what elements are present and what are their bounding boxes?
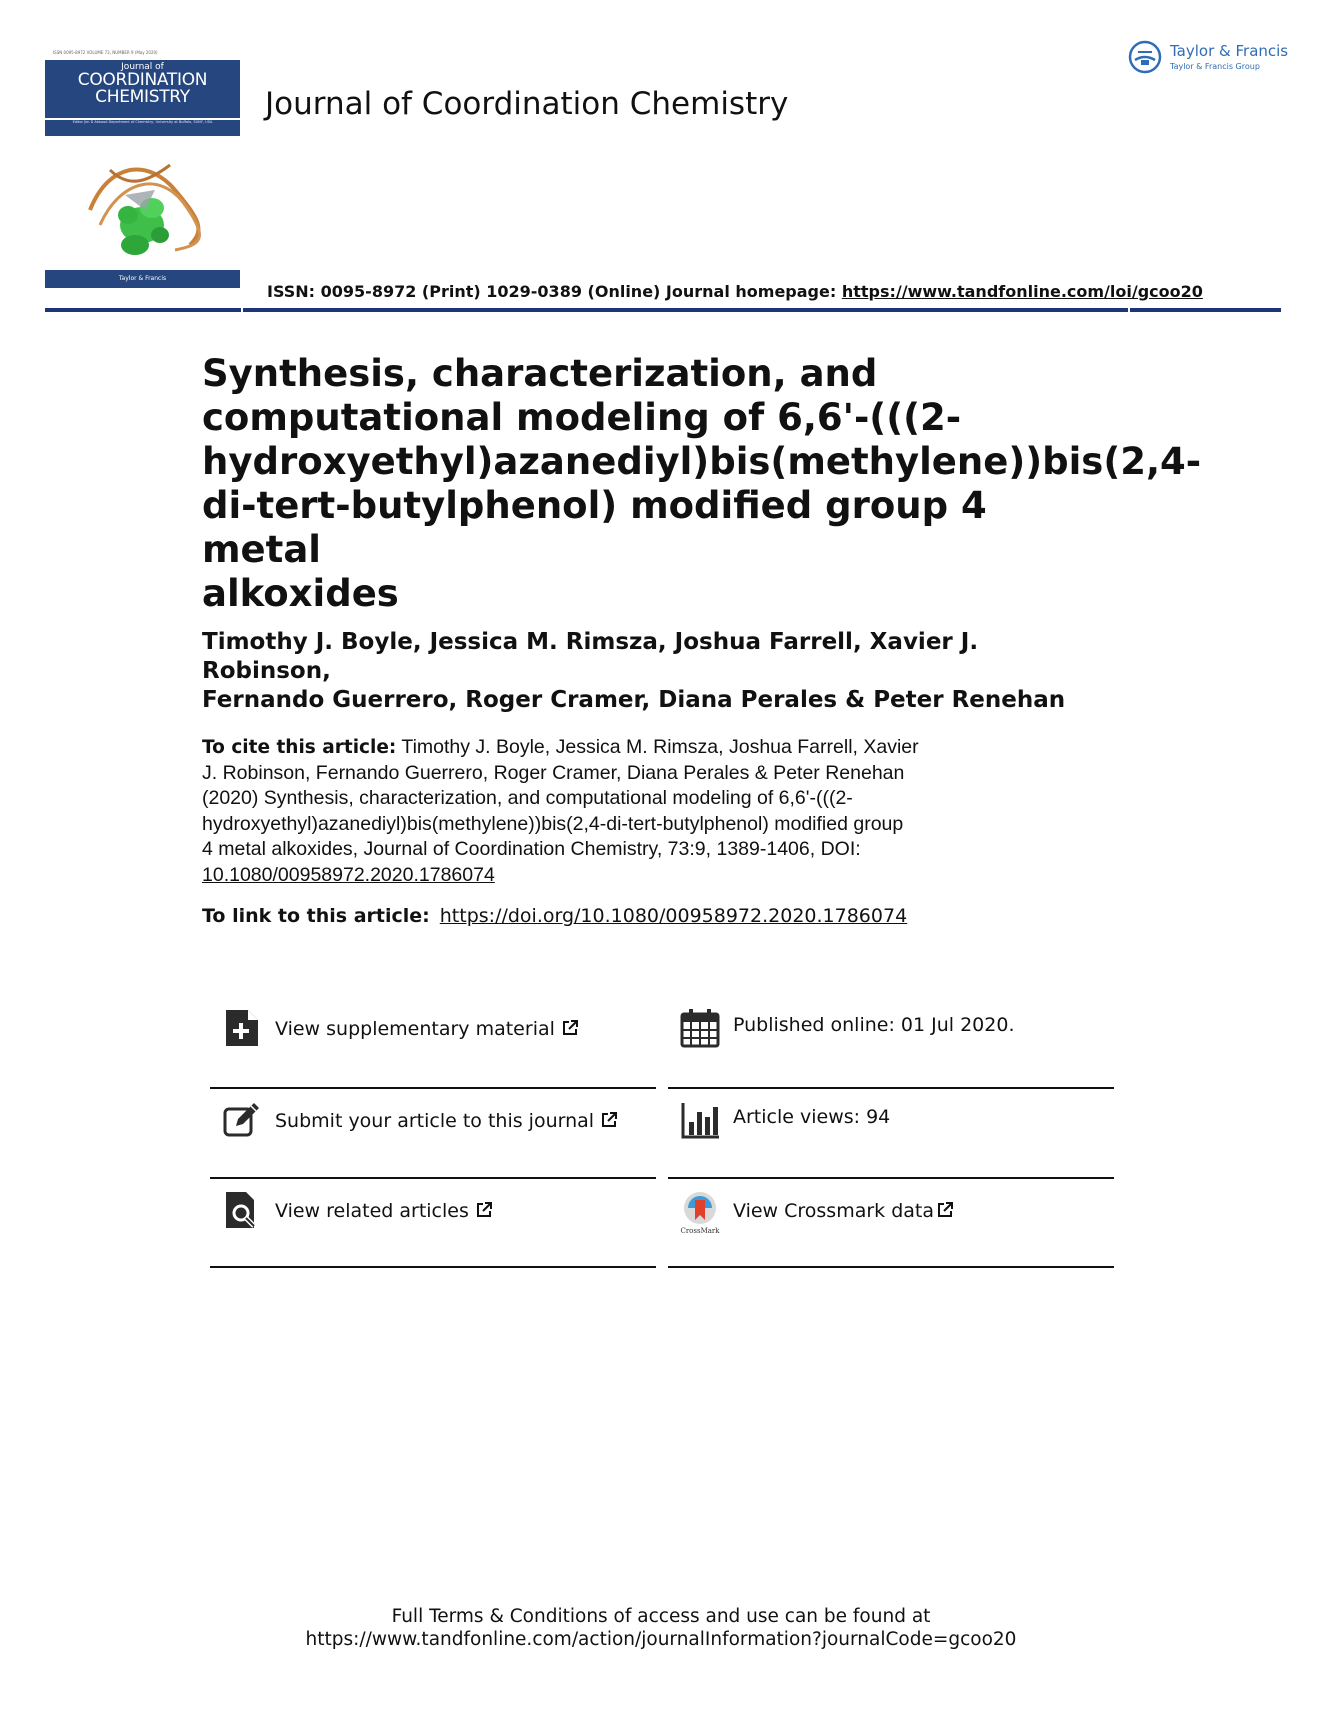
article-title (202, 352, 1202, 616)
logo-group: Taylor & Francis Group (1170, 62, 1260, 71)
header-divider-gap (1128, 306, 1130, 312)
journal-title: Journal of Coordination Chemistry (265, 86, 789, 122)
citation-line: hydroxyethyl)azanediyl)bis(methylene))bis(2,4-di-tert-butylphenol) modified group (202, 812, 904, 835)
journal-homepage-link[interactable]: https://www.tandfonline.com/loi/gcoo20 (841, 282, 1203, 301)
header-divider (45, 308, 1281, 312)
issn-text: ISSN: 0095-8972 (Print) 1029-0389 (Online) Journal homepage: (267, 282, 842, 301)
journal-cover-thumbnail (45, 50, 240, 290)
title-line: di-tert-butylphenol) modified group 4 metal (202, 484, 987, 571)
logo-name: Taylor & Francis (1170, 42, 1289, 60)
article-link-label: To link to this article: (202, 905, 430, 927)
external-link-icon (600, 1111, 618, 1129)
authors-line: Timothy J. Boyle, Jessica M. Rimsza, Joshua Farrell, Xavier J. Robinson, (202, 629, 979, 684)
title-line: computational modeling of 6,6'-(((2- (202, 396, 962, 439)
cover-banner (45, 60, 240, 118)
citation-doi-link[interactable]: 10.1080/00958972.2020.1786074 (202, 863, 495, 886)
title-line: Synthesis, characterization, and (202, 352, 878, 395)
external-link-icon (561, 1019, 579, 1037)
cover-small-title: Journal of (121, 62, 164, 72)
citation-line: Timothy J. Boyle, Jessica M. Rimsza, Joshua Farrell, Xavier (396, 736, 919, 758)
grid-divider (668, 1177, 1114, 1179)
calendar-icon (680, 1008, 720, 1048)
crossmark-badge-text: CrossMark (680, 1227, 720, 1234)
views-label: Article views: 94 (733, 1106, 891, 1128)
related-label: View related articles (275, 1200, 469, 1222)
footer (0, 1605, 1322, 1651)
authors (202, 628, 1102, 715)
cover-editor-text: Editor Jim D Atwood Department of Chemistry, University at Buffalo, SUNY, USA (45, 120, 240, 136)
citation-block (202, 735, 972, 888)
header-divider-gap (241, 306, 243, 312)
citation-line: (2020) Synthesis, characterization, and computational modeling of 6,6'-(((2- (202, 787, 853, 809)
submit-label: Submit your article to this journal (275, 1110, 595, 1132)
taylor-francis-logo-icon (1128, 40, 1162, 74)
issn-line (267, 282, 1203, 301)
cover-top-text: ISSN 0095-8972 VOLUME 73, NUMBER 9 (May 2020) (53, 50, 158, 55)
citation-label: To cite this article: (202, 737, 397, 758)
external-link-icon (936, 1201, 954, 1219)
cover-title-line2: CHEMISTRY (95, 87, 190, 107)
citation-line: J. Robinson, Fernando Guerrero, Roger Cramer, Diana Perales & Peter Renehan (202, 761, 905, 784)
publisher-logo[interactable] (1128, 38, 1288, 78)
grid-divider (210, 1177, 656, 1179)
title-line: hydroxyethyl)azanediyl)bis(methylene))bis(2,4- (202, 440, 1202, 483)
molecule-illustration-icon (80, 150, 210, 260)
view-supplementary-material-button[interactable] (212, 1008, 652, 1098)
grid-divider (210, 1087, 656, 1089)
published-date (670, 1008, 1110, 1098)
authors-line: Fernando Guerrero, Roger Cramer, Diana Perales & Peter Renehan (202, 687, 1066, 713)
title-line: alkoxides (202, 572, 399, 615)
edit-icon (222, 1100, 262, 1140)
citation-line: 4 metal alkoxides, Journal of Coordination Chemistry, 73:9, 1389-1406, DOI: (202, 838, 861, 860)
published-label: Published online: 01 Jul 2020. (733, 1014, 1015, 1036)
bar-chart-icon (680, 1100, 720, 1140)
supplementary-label: View supplementary material (275, 1018, 555, 1040)
add-document-icon (222, 1008, 262, 1048)
external-link-icon (475, 1201, 493, 1219)
grid-divider (668, 1266, 1114, 1268)
article-link-block (202, 905, 907, 927)
cover-publisher: Taylor & Francis (45, 270, 240, 288)
crossmark-icon (680, 1190, 720, 1234)
grid-divider (210, 1266, 656, 1268)
grid-divider (668, 1087, 1114, 1089)
terms-link[interactable]: https://www.tandfonline.com/action/journalInformation?journalCode=gcoo20 (305, 1629, 1017, 1650)
footer-line1: Full Terms & Conditions of access and use can be found at (391, 1606, 931, 1627)
document-search-icon (222, 1190, 262, 1230)
crossmark-label: View Crossmark data (733, 1200, 935, 1222)
cover-title-line1: COORDINATION (77, 70, 208, 90)
article-doi-link[interactable]: https://doi.org/10.1080/00958972.2020.1786074 (439, 905, 908, 927)
